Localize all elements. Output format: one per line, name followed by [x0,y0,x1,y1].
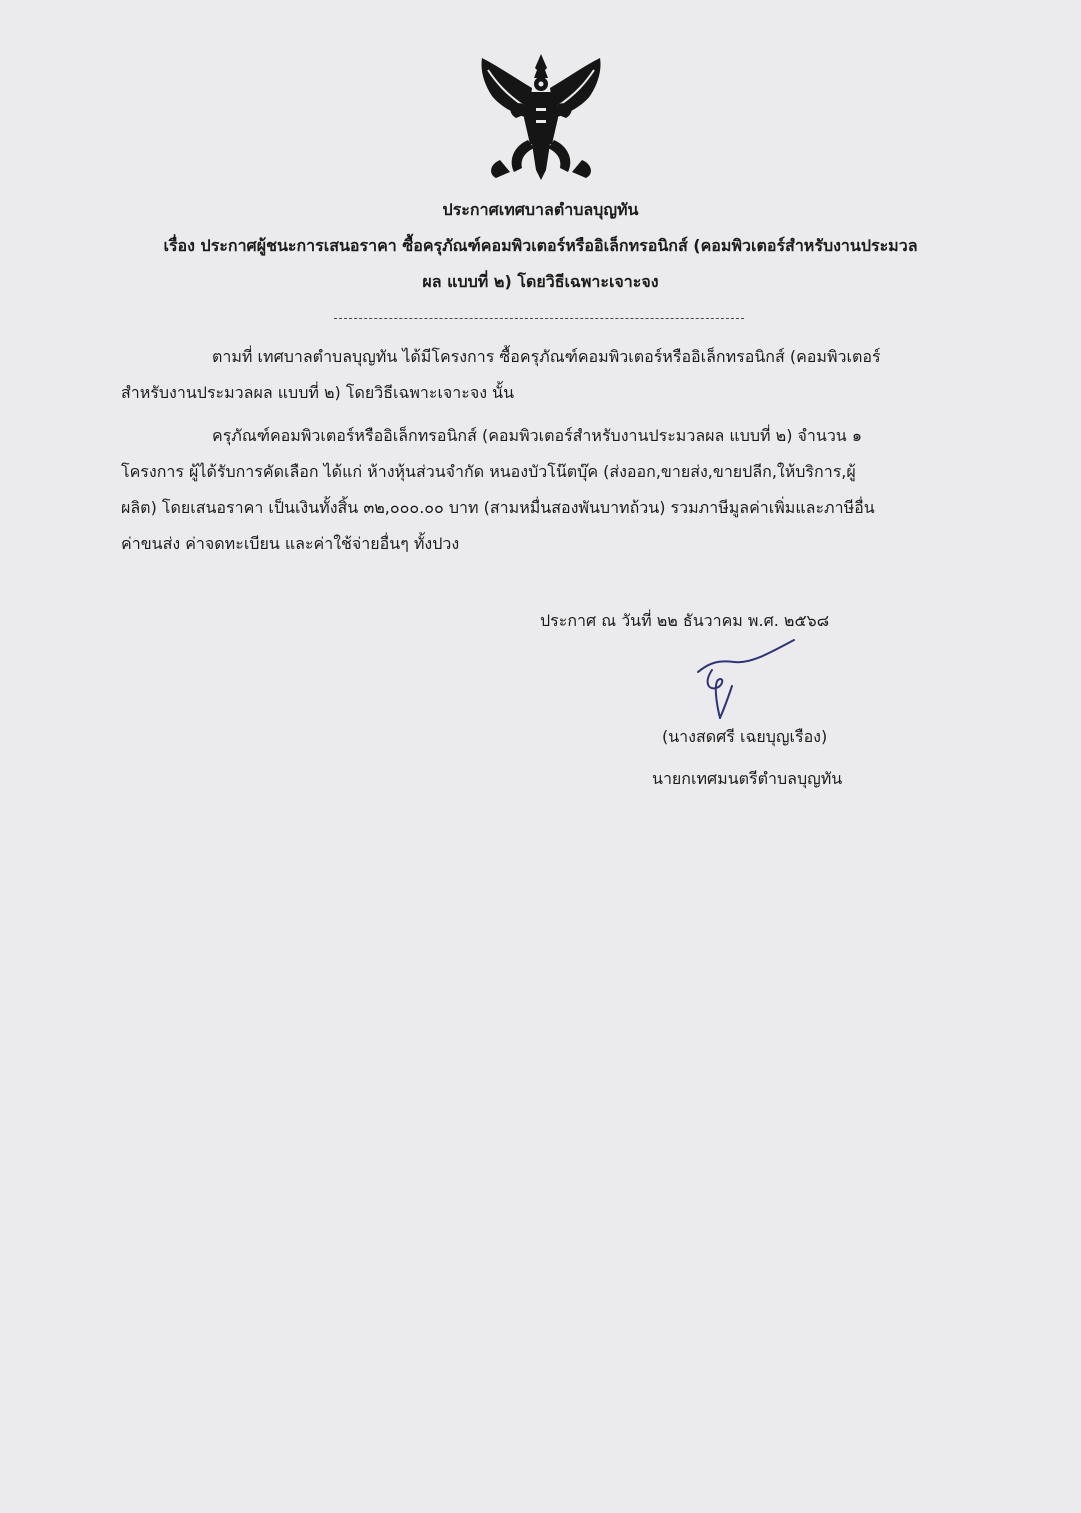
subject-line-1: เรื่อง ประกาศผู้ชนะการเสนอราคา ซื้อครุภัณฑ์คอมพิวเตอร์หรืออิเล็กทรอนิกส์ (คอมพิวเตอร์สำหรับงานประมวล [163,236,918,255]
signer-position: นายกเทศมนตรีตำบลบุญทัน [652,769,843,788]
paragraph-2-line-3: ผลิต) โดยเสนอราคา เป็นเงินทั้งสิ้น ๓๒,๐๐๐.๐๐ บาท (สามหมื่นสองพันบาทถ้วน) รวมภาษีมูลค่าเพิ่มและภาษีอื่น [121,498,875,517]
announcement-title: ประกาศเทศบาลตำบลบุญทัน [442,200,639,219]
subject-line-2: ผล แบบที่ ๒) โดยวิธีเฉพาะเจาะจง [422,272,659,291]
paragraph-1-line-1: ตามที่ เทศบาลตำบลบุญทัน ได้มีโครงการ ซื้อครุภัณฑ์คอมพิวเตอร์หรืออิเล็กทรอนิกส์ (คอมพิวเตอร์ [212,347,881,366]
announcement-date: ประกาศ ณ วันที่ ๒๒ ธันวาคม พ.ศ. ๒๕๖๘ [540,611,830,630]
paragraph-2-line-2: โครงการ ผู้ได้รับการคัดเลือก ได้แก่ ห้างหุ้นส่วนจำกัด หนองบัวโน๊ตบุ๊ค (ส่งออก,ขายส่ง,ขายปลีก,ให้บริการ,ผู้ [121,462,856,481]
header-divider [334,318,744,319]
paragraph-2-line-4: ค่าขนส่ง ค่าจดทะเบียน และค่าใช้จ่ายอื่นๆ ทั้งปวง [121,534,460,553]
garuda-emblem-icon [470,48,612,188]
signature-image [690,632,810,722]
paragraph-1-line-2: สำหรับงานประมวลผล แบบที่ ๒) โดยวิธีเฉพาะเจาะจง นั้น [121,383,515,402]
signer-name: (นางสดศรี เฉยบุญเรือง) [662,727,828,746]
paragraph-2-line-1: ครุภัณฑ์คอมพิวเตอร์หรืออิเล็กทรอนิกส์ (คอมพิวเตอร์สำหรับงานประมวลผล แบบที่ ๒) จำนวน ๑ [212,426,862,445]
